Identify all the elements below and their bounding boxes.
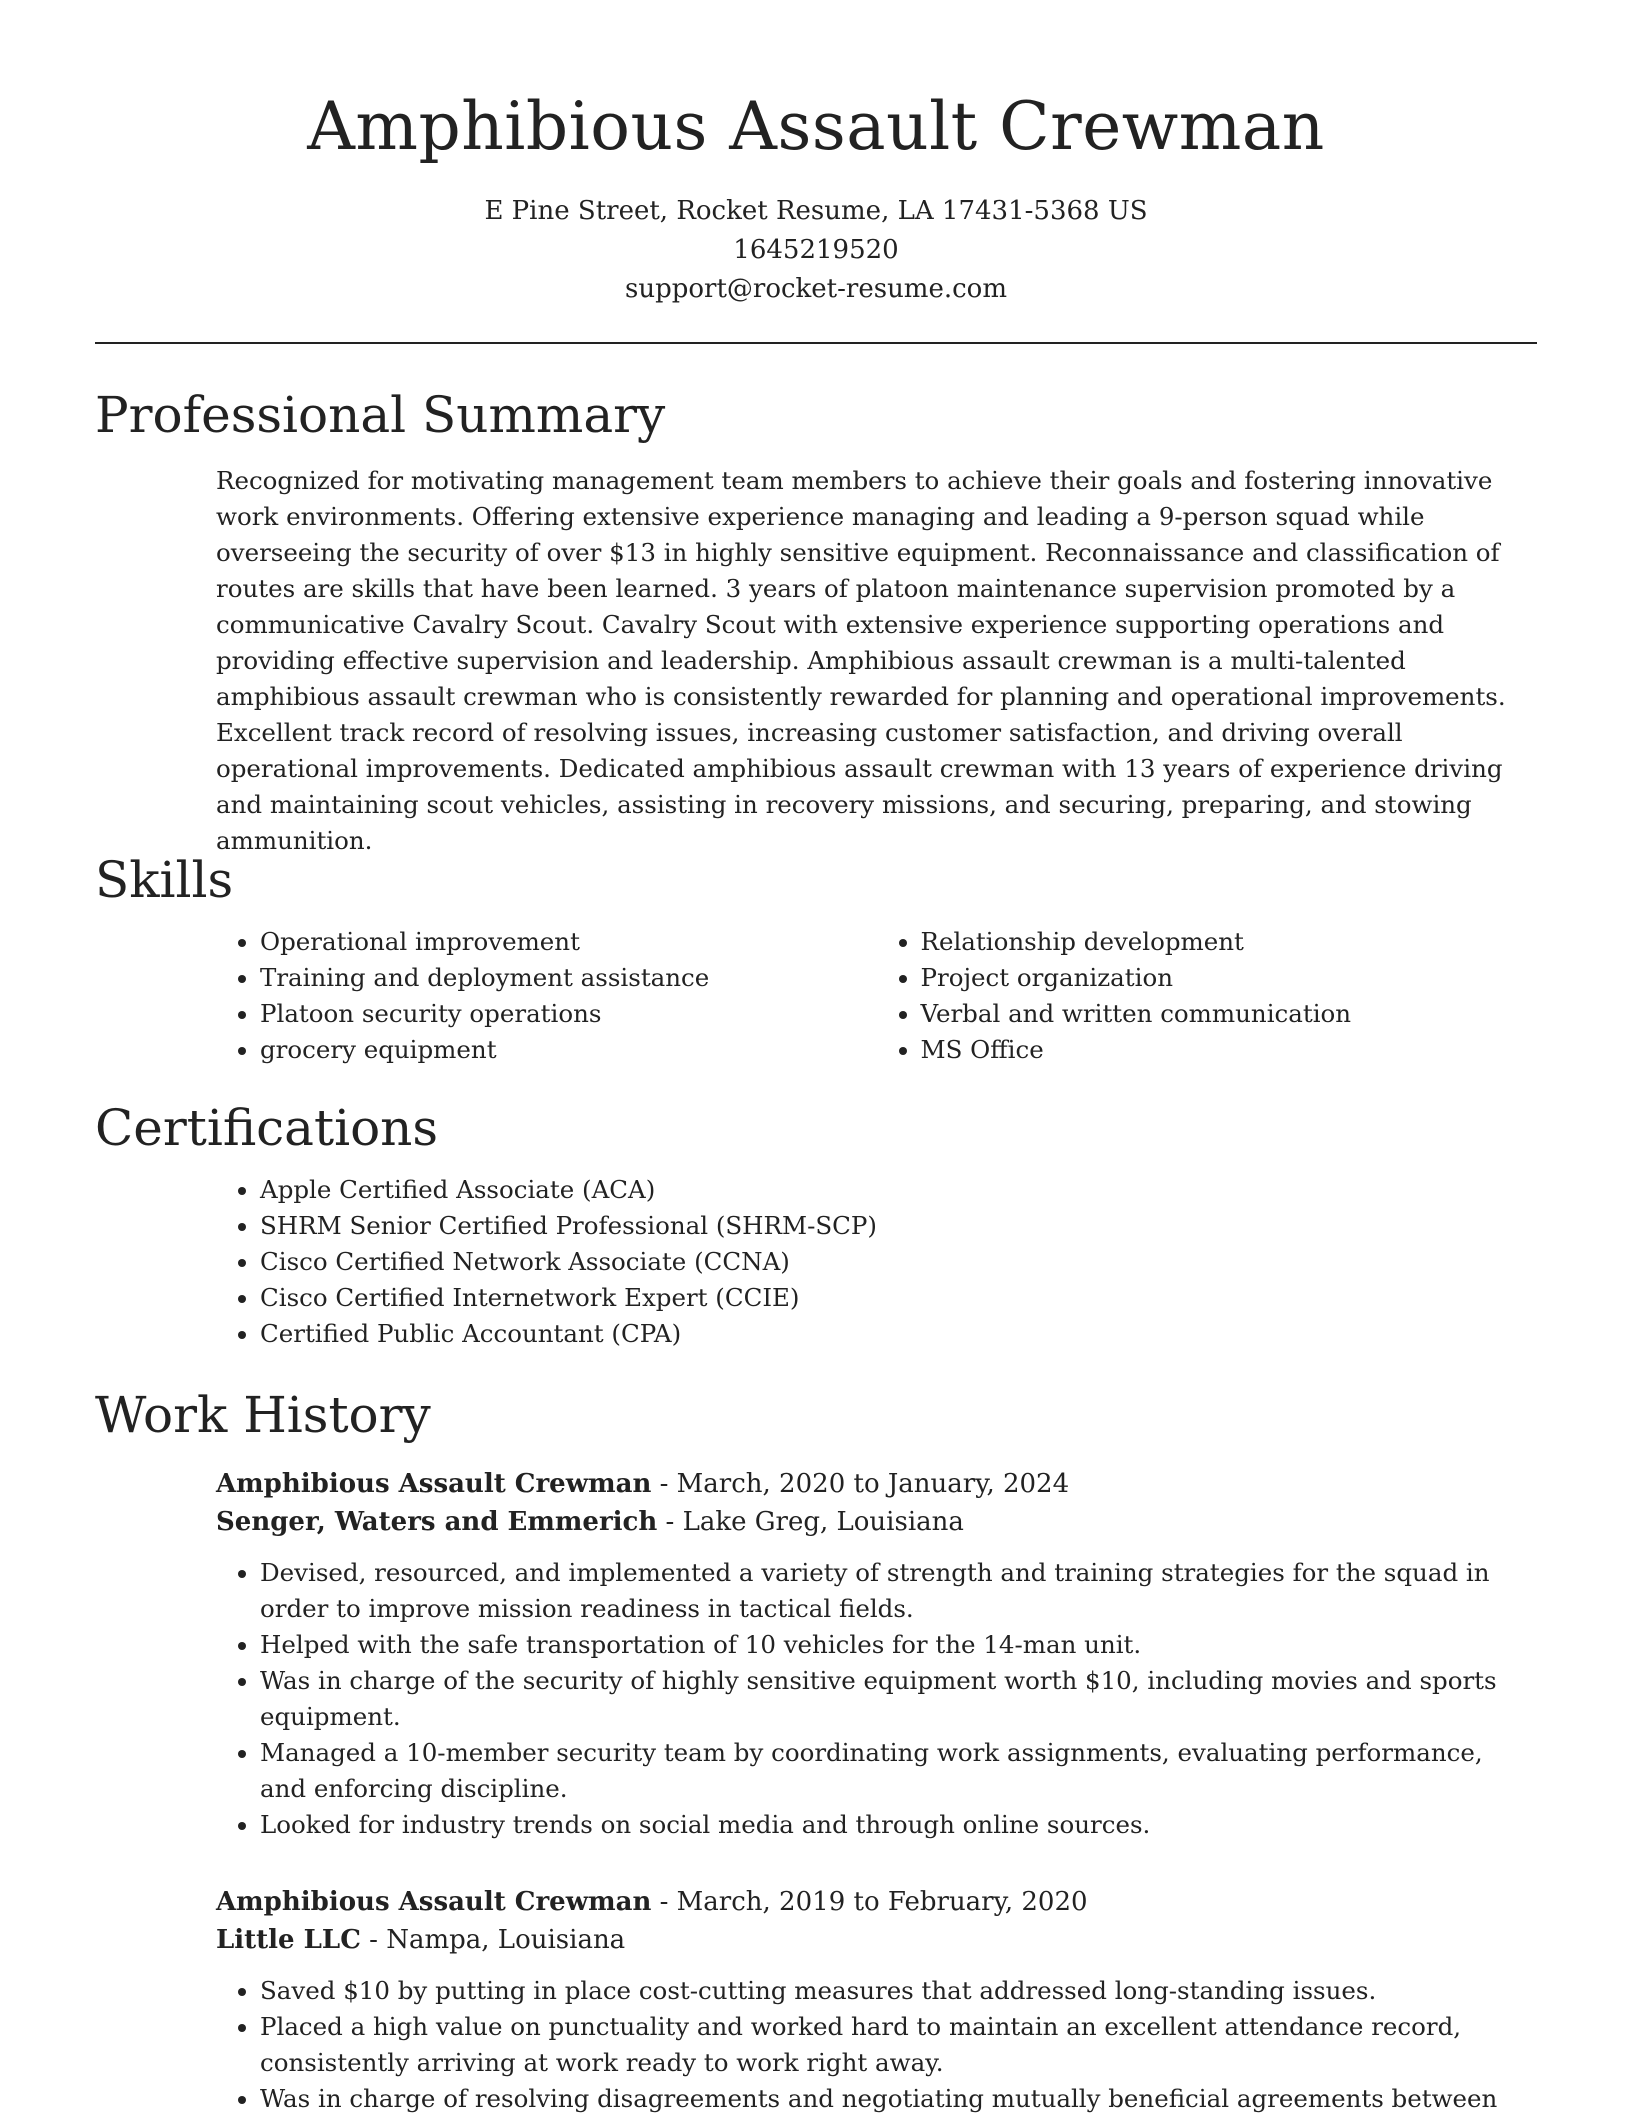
job-role: Amphibious Assault Crewman	[216, 1887, 652, 1917]
resume-header	[0, 0, 1632, 309]
job-duty-item: • Helped with the safe transportation of 10 vehicles for the 14-man unit.	[260, 1627, 1536, 1663]
skills-list-left	[216, 924, 877, 1068]
phone-number: 1645219520	[733, 235, 899, 265]
job-company-line	[216, 1921, 1536, 1959]
skills-columns	[216, 924, 1537, 1068]
section-title-summary: Professional Summary	[95, 386, 666, 444]
skills-section	[95, 848, 1537, 1068]
job-duty-item: • Looked for industry trends on social media and through online sources.	[260, 1807, 1536, 1843]
certifications-section	[95, 1096, 1537, 1352]
job-company: Little LLC	[216, 1925, 361, 1955]
job-duty-item: • Placed a high value on punctuality and worked hard to maintain an excellent attendance record, consistently arriving at work ready to work right away.	[260, 2009, 1536, 2081]
job-company: Senger, Waters and Emmerich	[216, 1507, 658, 1537]
skills-list-right	[877, 924, 1538, 1068]
section-title-work-history: Work History	[95, 1386, 431, 1444]
job-duty-item: • Devised, resourced, and implemented a variety of strength and training strategies for the squad in order to improve mission readiness in tactical fields.	[260, 1555, 1536, 1627]
job-duty-item: • Was in charge of the security of highly sensitive equipment worth $10, including movies and sports equipment.	[260, 1663, 1536, 1735]
job-entry	[216, 1465, 1536, 1843]
job-duty-item: • Was in charge of resolving disagreements and negotiating mutually beneficial agreements between	[260, 2081, 1536, 2117]
job-duties-list	[216, 1555, 1536, 1843]
job-dates: - March, 2020 to January, 2024	[651, 1469, 1070, 1499]
certification-item: • Certified Public Accountant (CPA)	[260, 1316, 1537, 1352]
certification-item: • SHRM Senior Certified Professional (SHRM-SCP)	[260, 1208, 1537, 1244]
certification-item: • Cisco Certified Internetwork Expert (CCIE)	[260, 1280, 1537, 1316]
job-dates: - March, 2019 to February, 2020	[651, 1887, 1088, 1917]
certification-item: • Cisco Certified Network Associate (CCNA)	[260, 1244, 1537, 1280]
skill-item: • Relationship development	[921, 924, 1538, 960]
summary-text: Recognized for motivating management team members to achieve their goals and fostering innovative work environments. Offering extensive experience managing and leading a 9-person squad while overseeing the security of over $13 in highly sensitive equipment. Reconnaissance and classification of routes are skills that have been learned. 3 years of platoon maintenance supervision promoted by a communicative Cavalry Scout. Cavalry Scout with extensive experience supporting operations and providing effective supervision and leadership. Amphibious assault crewman is a multi-talented amphibious assault crewman who is consistently rewarded for planning and operational improvements. Excellent track record of resolving issues, increasing customer satisfaction, and driving overall operational improvements. Dedicated amphibious assault crewman with 13 years of experience driving and maintaining scout vehicles, assisting in recovery missions, and securing, preparing, and stowing ammunition.	[216, 466, 1506, 855]
job-duty-item: • Managed a 10-member security team by coordinating work assignments, evaluating performance, and enforcing discipline.	[260, 1735, 1536, 1807]
skill-item: • Platoon security operations	[260, 996, 877, 1032]
email-address: support@rocket-resume.com	[624, 274, 1007, 304]
header-divider	[95, 342, 1537, 344]
section-title-certifications: Certifications	[95, 1099, 439, 1157]
skill-item: • Training and deployment assistance	[260, 960, 877, 996]
candidate-name: Amphibious Assault Crewman	[307, 88, 1325, 165]
job-entry	[216, 1883, 1536, 2117]
job-company-line	[216, 1503, 1536, 1541]
certification-item: • Apple Certified Associate (ACA)	[260, 1172, 1537, 1208]
job-location: - Lake Greg, Louisiana	[657, 1507, 964, 1537]
work-history-section	[95, 1383, 1537, 2117]
job-duty-item: • Saved $10 by putting in place cost-cutting measures that addressed long-standing issues.	[260, 1973, 1536, 2009]
contact-block	[0, 192, 1632, 309]
certifications-list	[216, 1172, 1537, 1352]
skill-item: • MS Office	[921, 1032, 1538, 1068]
skill-item: • Verbal and written communication	[921, 996, 1538, 1032]
skill-item: • grocery equipment	[260, 1032, 877, 1068]
job-duties-list	[216, 1973, 1536, 2117]
section-title-skills: Skills	[95, 851, 234, 909]
job-title-line	[216, 1883, 1536, 1921]
skill-item: • Project organization	[921, 960, 1538, 996]
job-title-line	[216, 1465, 1536, 1503]
address: E Pine Street, Rocket Resume, LA 17431-5368 US	[484, 196, 1148, 226]
job-location: - Nampa, Louisiana	[360, 1925, 626, 1955]
job-role: Amphibious Assault Crewman	[216, 1469, 652, 1499]
skill-item: • Operational improvement	[260, 924, 877, 960]
professional-summary-section	[95, 383, 1537, 859]
